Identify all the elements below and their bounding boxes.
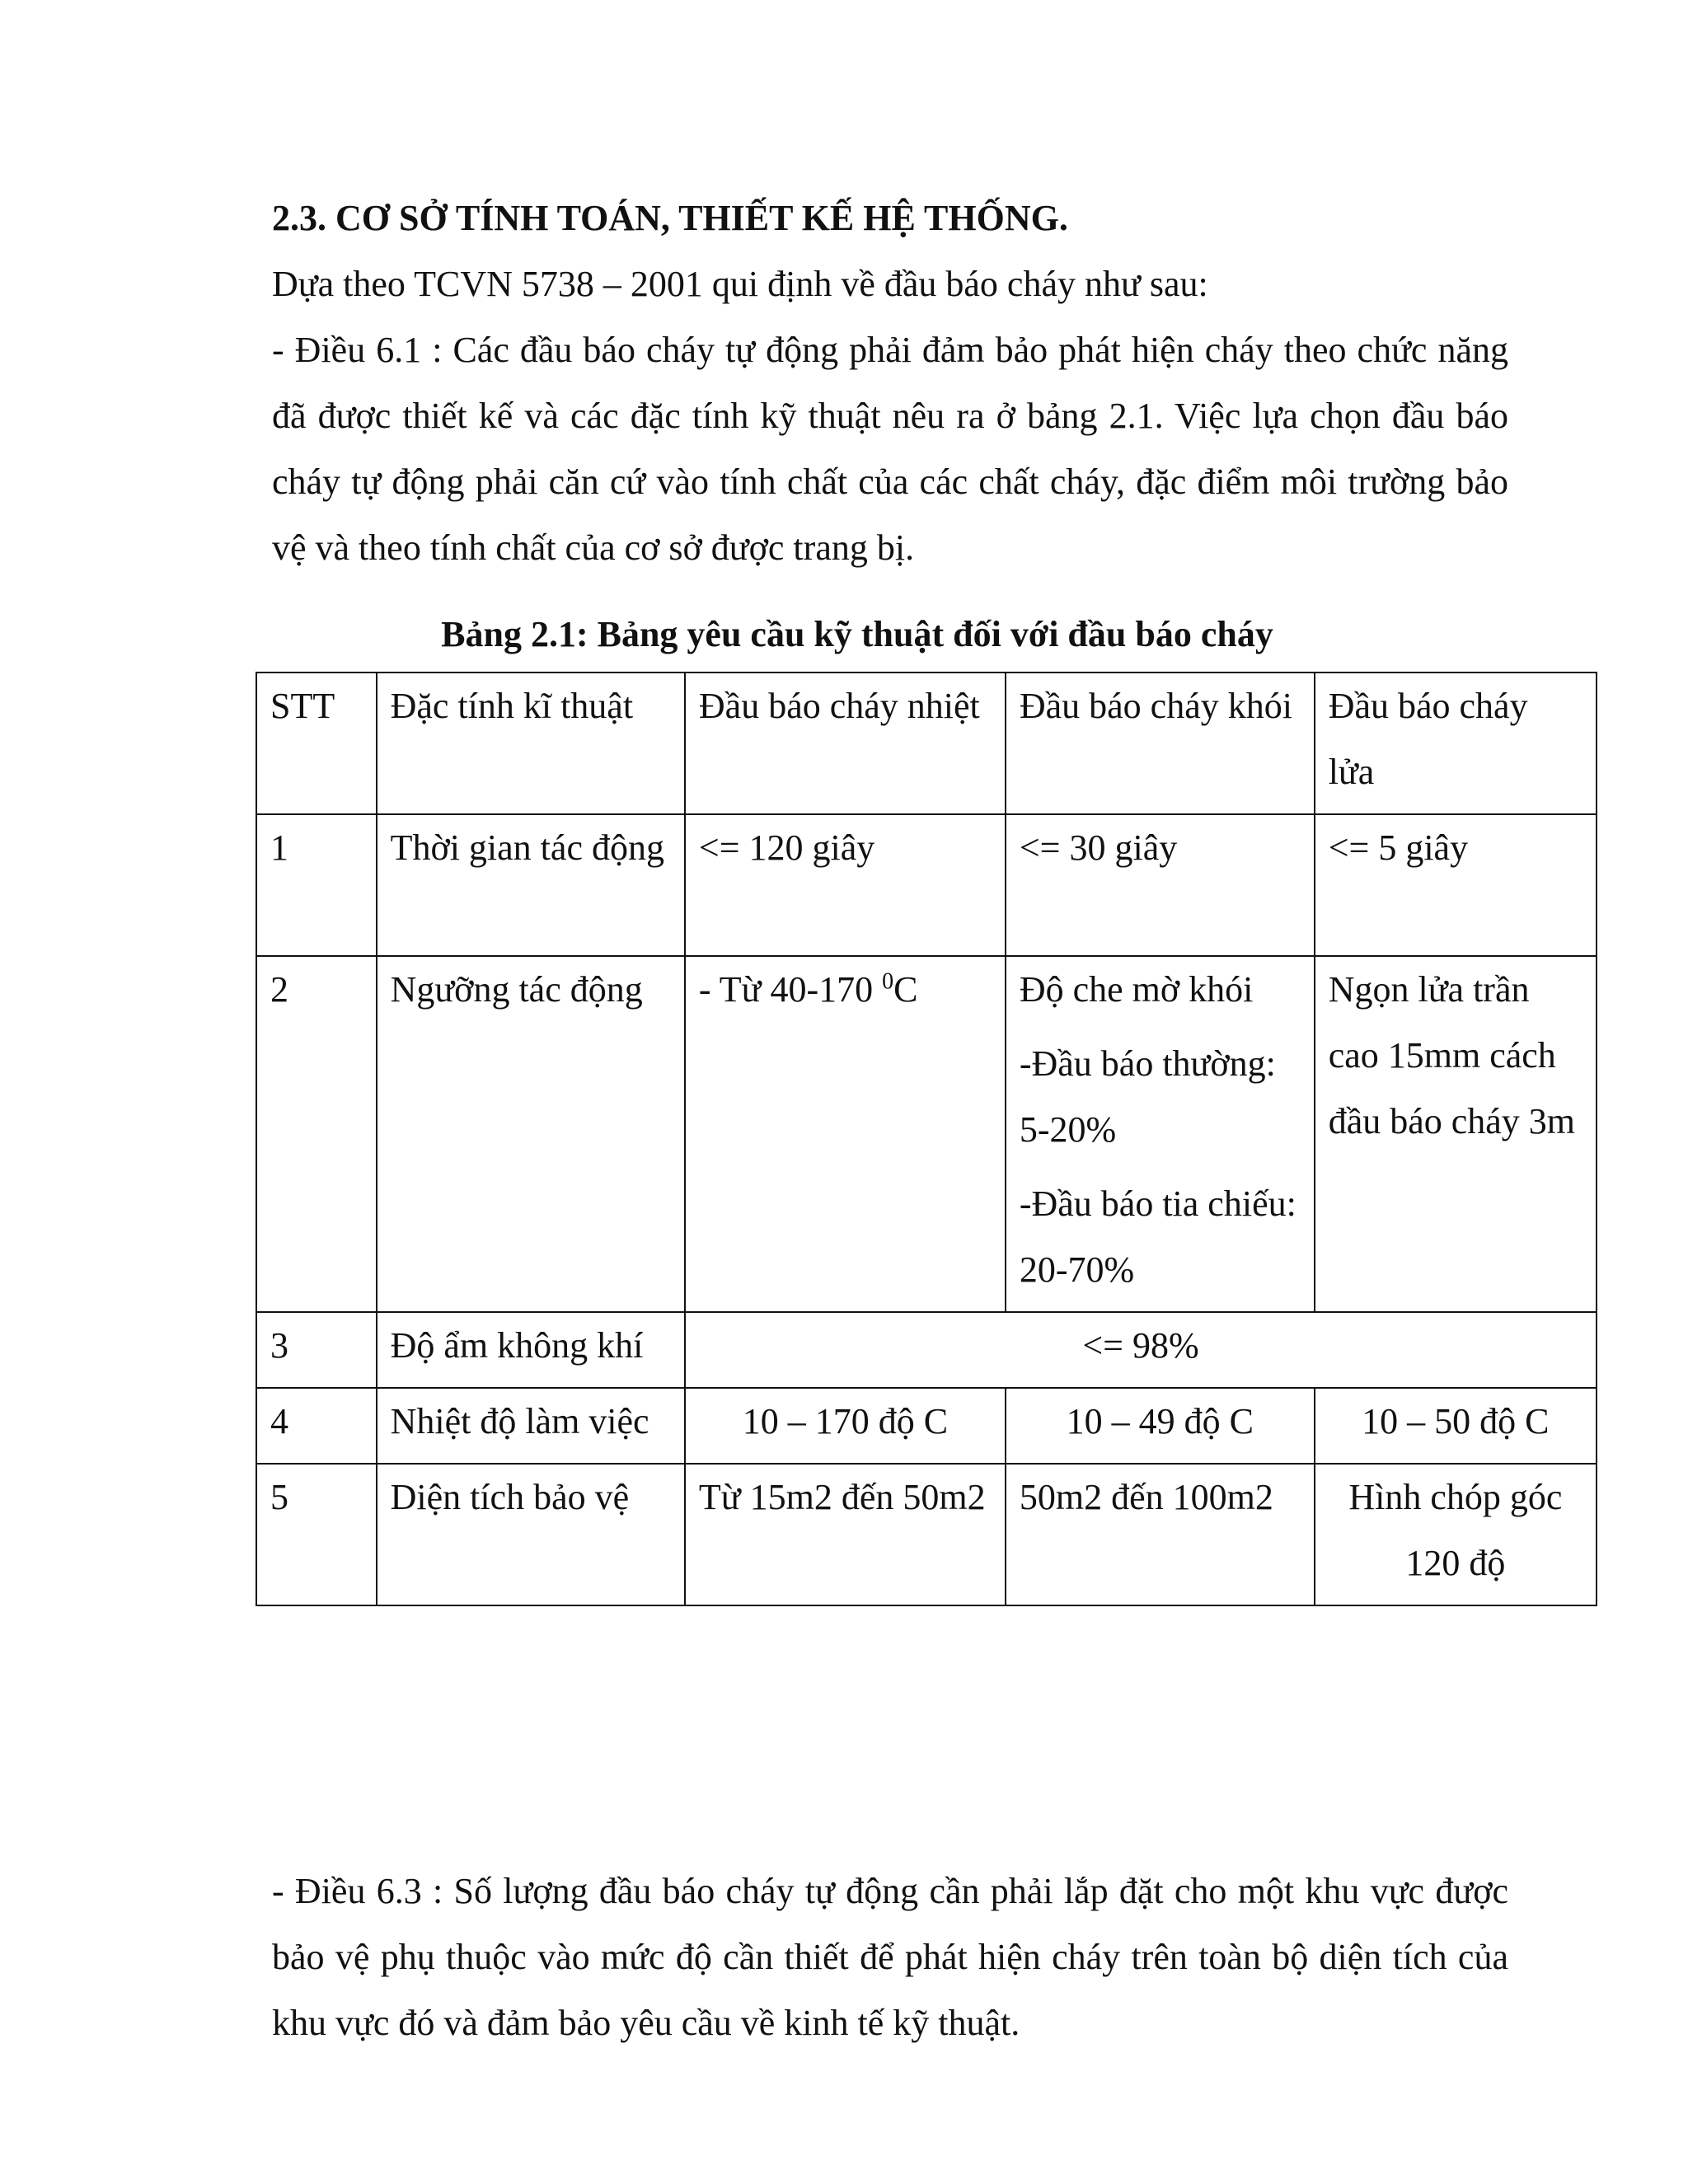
cell-flame: 10 – 50 độ C (1315, 1388, 1597, 1464)
degree-superscript: 0 (882, 968, 894, 995)
cell-stt: 5 (256, 1464, 377, 1605)
table-row (256, 1312, 1597, 1388)
intro-paragraph: Dựa theo TCVN 5738 – 2001 qui định về đầu báo cháy như sau: (272, 264, 1208, 304)
cell-smoke: <= 30 giây (1006, 814, 1315, 956)
heat-threshold-suffix: C (893, 969, 918, 1010)
cell-heat: <= 120 giây (685, 814, 1006, 956)
header-heat: Đầu báo cháy nhiệt (685, 673, 1006, 814)
cell-flame: <= 5 giây (1315, 814, 1597, 956)
smoke-threshold-line-2: -Đầu báo thường: 5-20% (1019, 1043, 1276, 1150)
cell-merged-humidity: <= 98% (685, 1312, 1597, 1388)
after-table-block (272, 1858, 1508, 2056)
cell-smoke (1006, 956, 1315, 1312)
cell-heat (685, 956, 1006, 1312)
header-flame: Đầu báo cháy lửa (1315, 673, 1597, 814)
cell-flame: Ngọn lửa trần cao 15mm cách đầu báo cháy 3m (1315, 956, 1597, 1312)
smoke-threshold-line-3: -Đầu báo tia chiếu: 20-70% (1019, 1183, 1296, 1290)
cell-heat: 10 – 170 độ C (685, 1388, 1006, 1464)
table-row (256, 814, 1597, 956)
cell-spec: Thời gian tác động (377, 814, 685, 956)
cell-smoke: 10 – 49 độ C (1006, 1388, 1315, 1464)
heat-threshold-prefix: - Từ 40-170 (698, 969, 883, 1010)
cell-smoke: 50m2 đến 100m2 (1006, 1464, 1315, 1605)
header-smoke: Đầu báo cháy khói (1006, 673, 1315, 814)
cell-spec: Ngưỡng tác động (377, 956, 685, 1312)
cell-stt: 3 (256, 1312, 377, 1388)
cell-stt: 2 (256, 956, 377, 1312)
detector-spec-table (256, 672, 1597, 1606)
smoke-threshold-line-1: Độ che mờ khói (1019, 969, 1254, 1010)
cell-spec: Độ ẩm không khí (377, 1312, 685, 1388)
table-header-row (256, 673, 1597, 814)
cell-stt: 4 (256, 1388, 377, 1464)
table-caption: Bảng 2.1: Bảng yêu cầu kỹ thuật đối với đầu báo cháy (441, 614, 1273, 654)
header-spec: Đặc tính kĩ thuật (377, 673, 685, 814)
document-page (270, 185, 1576, 2043)
cell-spec: Diện tích bảo vệ (377, 1464, 685, 1605)
header-stt: STT (256, 673, 377, 814)
cell-heat: Từ 15m2 đến 50m2 (685, 1464, 1006, 1605)
cell-spec: Nhiệt độ làm việc (377, 1388, 685, 1464)
article-6-3-paragraph: - Điều 6.3 : Số lượng đầu báo cháy tự động cần phải lắp đặt cho một khu vực được bảo vệ phụ thuộc vào mức độ cần thiết để phát hiện cháy trên toàn bộ diện tích của khu vực đó và đảm bảo yêu cầu về kinh tế kỹ thuật. (272, 1871, 1508, 2043)
section-heading: 2.3. CƠ SỞ TÍNH TOÁN, THIẾT KẾ HỆ THỐNG. (272, 198, 1068, 238)
table-row (256, 1464, 1597, 1605)
table-row (256, 1388, 1597, 1464)
cell-stt: 1 (256, 814, 377, 956)
cell-flame: Hình chóp góc 120 độ (1315, 1464, 1597, 1605)
table-row (256, 956, 1597, 1312)
article-6-1-paragraph: - Điều 6.1 : Các đầu báo cháy tự động phải đảm bảo phát hiện cháy theo chức năng đã được thiết kế và các đặc tính kỹ thuật nêu ra ở bảng 2.1. Việc lựa chọn đầu báo cháy tự động phải căn cứ vào tính chất của các chất cháy, đặc điểm môi trường bảo vệ và theo tính chất của cơ sở được trang bị. (272, 330, 1508, 568)
